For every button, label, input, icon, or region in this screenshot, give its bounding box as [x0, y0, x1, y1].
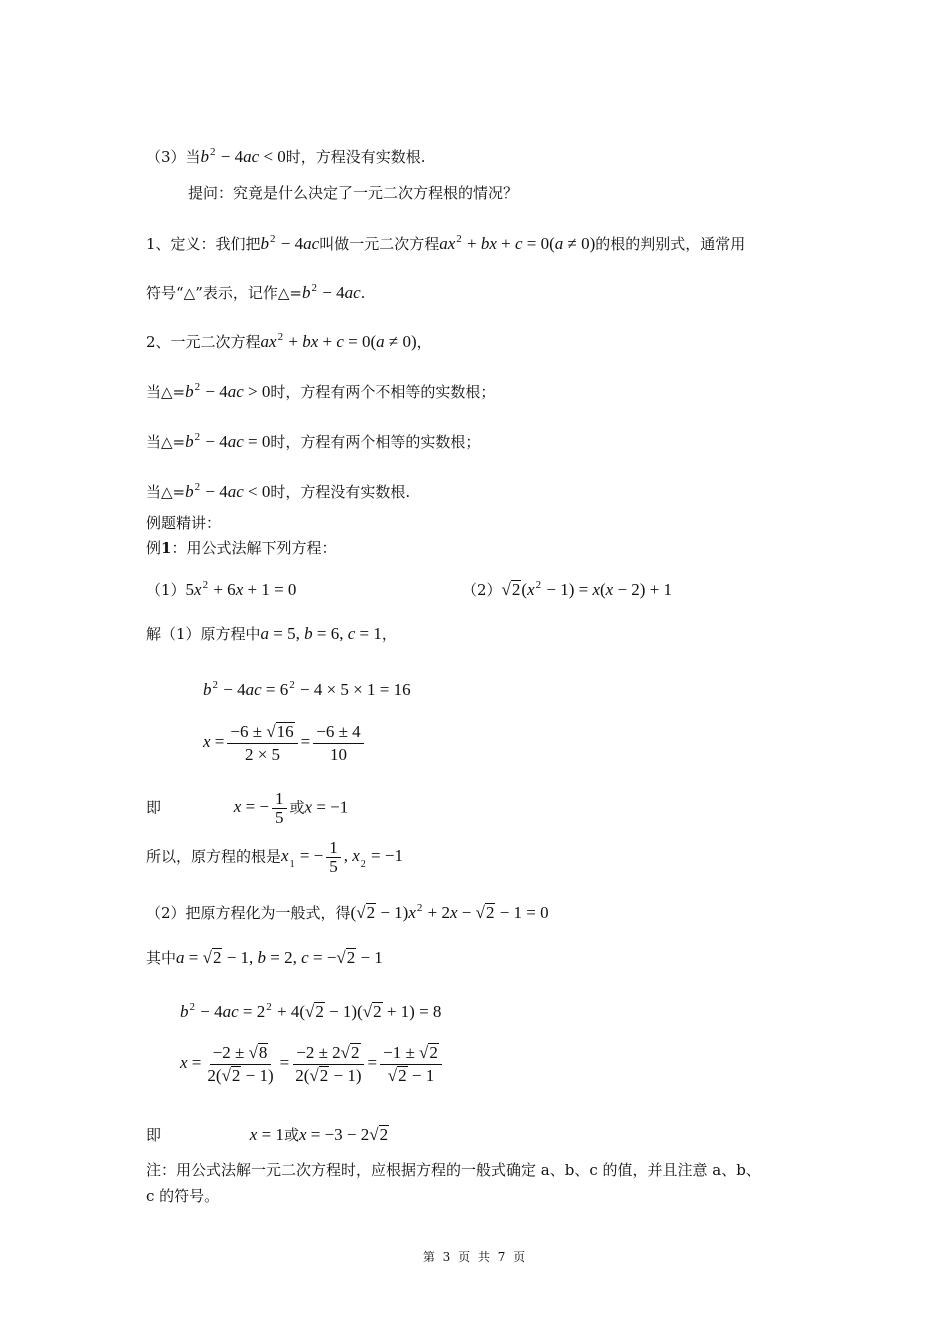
- case3-tail: 时，方程没有实数根.: [285, 148, 426, 166]
- discriminant-expr: $b^2 - 4ac$: [260, 233, 320, 253]
- example1-heading: [146, 538, 336, 558]
- page-footer: 第 3 页 共 7 页: [422, 1250, 528, 1264]
- when-delta: 当△=: [146, 383, 186, 401]
- example-number: 1: [161, 539, 172, 557]
- problem1: [146, 575, 296, 600]
- solution2-line: [146, 898, 549, 923]
- result2-expr: x = 1: [249, 1125, 284, 1144]
- coefficients2: a = √2 − 1, b = 2, c = −√2 − 1: [176, 948, 383, 967]
- result1-expr: x = − $\frac{1}{5}$: [234, 797, 290, 816]
- question-line: [188, 183, 518, 203]
- definition-line: [146, 229, 745, 254]
- solution1-intro: 解（1）原方程中: [146, 625, 261, 643]
- case-eq-tail: 时，方程有两个相等的实数根；: [270, 433, 481, 451]
- conclusion1-text: 所以，原方程的根是: [146, 847, 282, 866]
- note-text1: 注：用公式法解一元二次方程时，应根据方程的一般式确定 a、b、c 的值，并且注意 a、b、: [146, 1161, 761, 1179]
- solution2-intro: （2）把原方程化为一般式，得: [146, 904, 351, 922]
- root-formula2: [180, 1043, 445, 1086]
- root-formula2-expr: x = $\frac{-2 \pm √8}{2(√2 - 1)}$ = $\frac{-2 \pm 2√2}{2(√2 - 1)}$ = $\frac{-1 \pm √2}{√2 - 1}$: [180, 1053, 445, 1072]
- example-word: 例: [146, 539, 162, 557]
- result2-line: [146, 1125, 389, 1145]
- note-line1: [146, 1160, 761, 1180]
- definition-intro: 1、定义：我们把: [146, 235, 261, 253]
- result1-line: [146, 791, 348, 826]
- item2-equation: $ax^2$ + bx + c = 0(a ≠ 0): [260, 331, 417, 351]
- symbol-period: .: [360, 284, 366, 302]
- case-gt-tail: 时，方程有两个不相等的实数根；: [270, 383, 496, 401]
- problem1-equation: $5x^2 + 6x + 1 = 0$: [185, 579, 297, 599]
- case-lt-tail: 时，方程没有实数根.: [270, 483, 411, 501]
- coefficients1: a = 5, b = 6, c = 1: [260, 624, 382, 643]
- item2-comma: ，: [416, 333, 432, 351]
- discriminant1: [203, 675, 411, 700]
- qizhong-label: 其中: [146, 949, 177, 967]
- problem2-equation: $√2(x^2 - 1) = x(x - 2) + 1$: [501, 579, 673, 599]
- solution1-line: 解（1）原方程中a = 5, b = 6, c = 1，: [146, 624, 397, 643]
- case3-intro: （3）当: [146, 148, 201, 166]
- root-formula1-expr: x = $\frac{-6 \pm √16}{2 \times 5}$ = $\frac{-6 \pm 4}{10}$: [203, 732, 367, 751]
- ji-label: 即: [146, 798, 162, 817]
- definition-tail: 的根的判别式，通常用: [595, 235, 746, 253]
- general-equation: $ax^2$ + bx + c = 0(a ≠ 0): [439, 233, 596, 253]
- or-word: 或: [283, 1126, 299, 1144]
- symbol-line: [146, 278, 365, 303]
- coefficients2-line: [146, 948, 383, 968]
- discriminant-lt-zero: $b^2 - 4ac < 0$: [200, 146, 286, 166]
- delta-gt-zero: $b^2 - 4ac > 0$: [185, 381, 271, 401]
- note-line2: [146, 1186, 219, 1206]
- delta-expr: $b^2 - 4ac$: [301, 282, 361, 302]
- root-formula1: [203, 722, 367, 765]
- result2-expr2: x = −3 − 2√2: [298, 1125, 389, 1144]
- when-delta: 当△=: [146, 483, 186, 501]
- definition-mid: 叫做一元二次方程: [319, 235, 440, 253]
- discriminant1-expr: $b^2 - 4ac = 6^2 - 4 \times 5 \times 1 = 16$: [203, 679, 411, 699]
- result1-expr2: x = −1: [304, 797, 349, 817]
- question-text: 提问：究竟是什么决定了一元二次方程根的情况？: [188, 184, 519, 202]
- delta-eq-zero: $b^2 - 4ac = 0$: [185, 431, 271, 451]
- or-word: 或: [289, 798, 305, 817]
- case-gt-line: [146, 377, 495, 402]
- when-delta: 当△=: [146, 433, 186, 451]
- case3-line: [146, 142, 426, 167]
- case-lt-line: [146, 477, 410, 502]
- item2-intro: 2、一元二次方程: [146, 333, 261, 351]
- problem2-label: （2）: [462, 581, 502, 599]
- ji-label: 即: [146, 1126, 162, 1144]
- delta-lt-zero: $b^2 - 4ac < 0$: [185, 481, 271, 501]
- roots1-expr: $x_1$ = − $\frac{1}{5}$ , $x_2 = -1$: [281, 838, 403, 876]
- conclusion1-line: [146, 840, 403, 875]
- item2-line: [146, 327, 432, 352]
- example1-text: ：用公式法解下列方程：: [171, 539, 337, 557]
- case-eq-line: [146, 427, 480, 452]
- discriminant2-expr: $b^2 - 4ac = 2^2 + 4(√2 - 1)(√2 + 1) = 8$: [180, 1001, 442, 1021]
- symbol-text: 符号“△”表示，记作△=: [146, 284, 302, 302]
- examples-heading: [146, 513, 221, 533]
- examples-heading-text: 例题精讲：: [146, 514, 222, 532]
- discriminant2: [180, 997, 441, 1022]
- problem2: [462, 575, 672, 600]
- general-form2: $(√2 - 1)x^2 + 2x - √2 - 1 = 0$: [350, 902, 549, 922]
- problem1-label: （1）: [146, 581, 186, 599]
- note-text2: c 的符号。: [146, 1187, 220, 1205]
